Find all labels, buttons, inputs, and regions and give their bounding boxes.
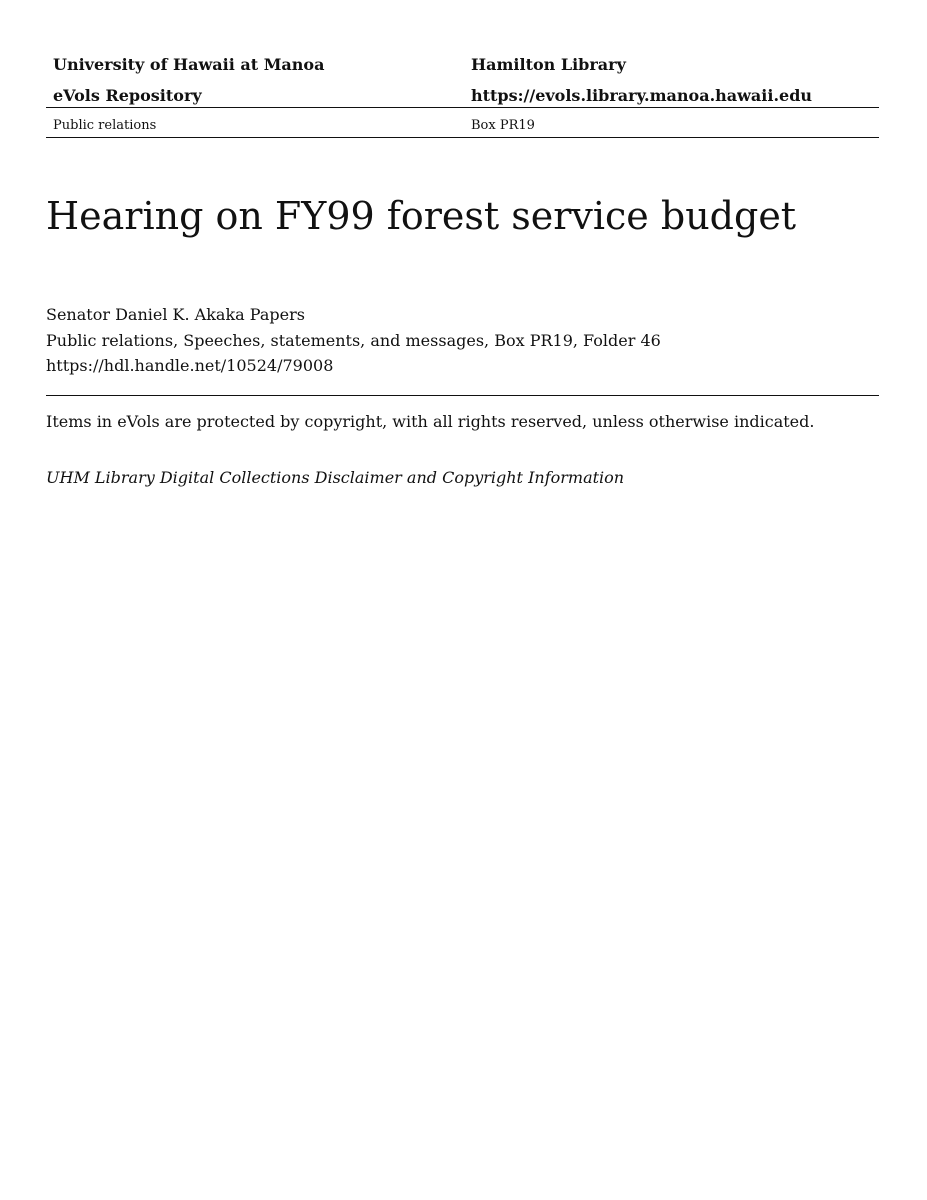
folder-location: Public relations, Speeches, statements, and messages, Box PR19, Folder 46 bbox=[46, 330, 661, 350]
series-label: Public relations bbox=[53, 118, 157, 133]
library-name: Hamilton Library bbox=[471, 55, 626, 74]
box-label: Box PR19 bbox=[471, 118, 535, 133]
footer-divider bbox=[46, 395, 879, 396]
disclaimer-link[interactable]: UHM Library Digital Collections Disclaimer and Copyright Information bbox=[46, 468, 625, 487]
handle-link[interactable]: https://hdl.handle.net/10524/79008 bbox=[46, 356, 334, 375]
repository-name: eVols Repository bbox=[53, 86, 202, 105]
rights-statement: Items in eVols are protected by copyright, with all rights reserved, unless otherwise indicated. bbox=[46, 412, 815, 431]
header-divider-bottom bbox=[46, 137, 879, 138]
document-title: Hearing on FY99 forest service budget bbox=[46, 194, 797, 238]
institution-name: University of Hawaii at Manoa bbox=[53, 55, 325, 74]
repository-url[interactable]: https://evols.library.manoa.hawaii.edu bbox=[471, 86, 813, 105]
header-table bbox=[46, 52, 879, 114]
document-metadata bbox=[46, 302, 661, 379]
header-row-2 bbox=[46, 83, 879, 114]
collection-name: Senator Daniel K. Akaka Papers bbox=[46, 305, 305, 324]
header-row-1 bbox=[46, 52, 879, 83]
header-divider-top bbox=[46, 107, 879, 108]
